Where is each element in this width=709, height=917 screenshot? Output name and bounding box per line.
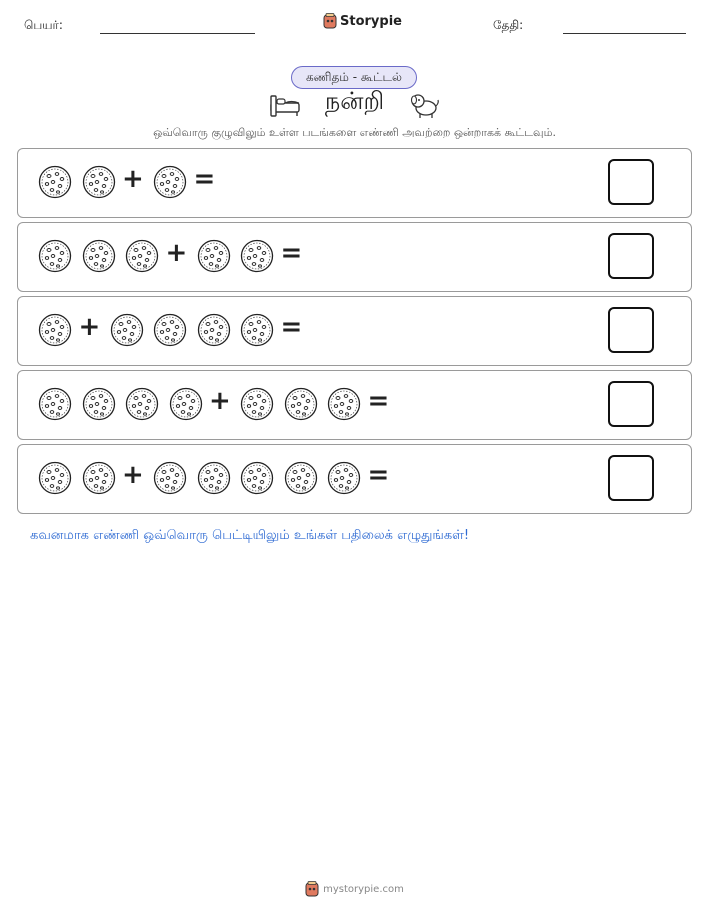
name-line[interactable] [100, 33, 255, 34]
answer-box[interactable] [608, 159, 654, 205]
problem-row [17, 296, 692, 366]
plus-sign: + [78, 312, 101, 342]
cookie-icon [125, 387, 159, 421]
date-line[interactable] [563, 33, 686, 34]
cookie-icon [82, 239, 116, 273]
footer [0, 881, 709, 897]
cookie-icon [38, 313, 72, 347]
cookie-icon [197, 461, 231, 495]
topic-tag: கணிதம் - கூட்டல் [291, 66, 417, 89]
problem-row [17, 222, 692, 292]
answer-box[interactable] [608, 455, 654, 501]
equals-sign: = [193, 164, 216, 194]
brand-name: Storypie [340, 13, 402, 29]
cookie-icon [240, 239, 274, 273]
plus-sign: + [165, 238, 188, 268]
cookie-icon [38, 461, 72, 495]
storypie-logo-icon [305, 881, 319, 897]
cookie-icon [240, 387, 274, 421]
cookie-icon [82, 165, 116, 199]
cookie-icon [240, 313, 274, 347]
date-label: தேதி: [493, 18, 524, 32]
cookie-icon [240, 461, 274, 495]
brand-logo [323, 13, 402, 29]
footer-note: கவனமாக எண்ணி ஒவ்வொரு பெட்டியிலும் உங்கள் பதிலைக் எழுதுங்கள்! [30, 528, 470, 543]
cookie-icon [153, 165, 187, 199]
instructions: ஒவ்வொரு குழுவிலும் உள்ள படங்களை எண்ணி அவற்றை ஒன்றாகக் கூட்டவும். [153, 126, 556, 139]
footer-site: mystorypie.com [323, 883, 404, 895]
cookie-icon [197, 313, 231, 347]
problem-row [17, 148, 692, 218]
cookie-icon [110, 313, 144, 347]
answer-box[interactable] [608, 381, 654, 427]
equals-sign: = [367, 460, 390, 490]
cookie-icon [125, 239, 159, 273]
cookie-icon [153, 461, 187, 495]
cookie-icon [327, 387, 361, 421]
cookie-icon [38, 165, 72, 199]
cookie-icon [327, 461, 361, 495]
equals-sign: = [280, 238, 303, 268]
cookie-icon [197, 239, 231, 273]
cookie-icon [153, 313, 187, 347]
answer-box[interactable] [608, 233, 654, 279]
answer-box[interactable] [608, 307, 654, 353]
name-label: பெயர்: [24, 18, 63, 32]
problem-row [17, 370, 692, 440]
plus-sign: + [122, 164, 144, 194]
cookie-icon [82, 461, 116, 495]
cookie-icon [169, 387, 203, 421]
page-title: நன்றி [324, 87, 385, 115]
equals-sign: = [367, 386, 390, 416]
cookie-icon [38, 239, 72, 273]
plus-sign: + [122, 460, 144, 490]
cookie-icon [284, 461, 318, 495]
cookie-icon [38, 387, 72, 421]
storypie-logo-icon [323, 13, 337, 29]
plus-sign: + [209, 386, 231, 416]
equals-sign: = [280, 312, 303, 342]
problem-row [17, 444, 692, 514]
dog-icon [408, 91, 440, 119]
cookie-icon [284, 387, 318, 421]
cookie-icon [82, 387, 116, 421]
